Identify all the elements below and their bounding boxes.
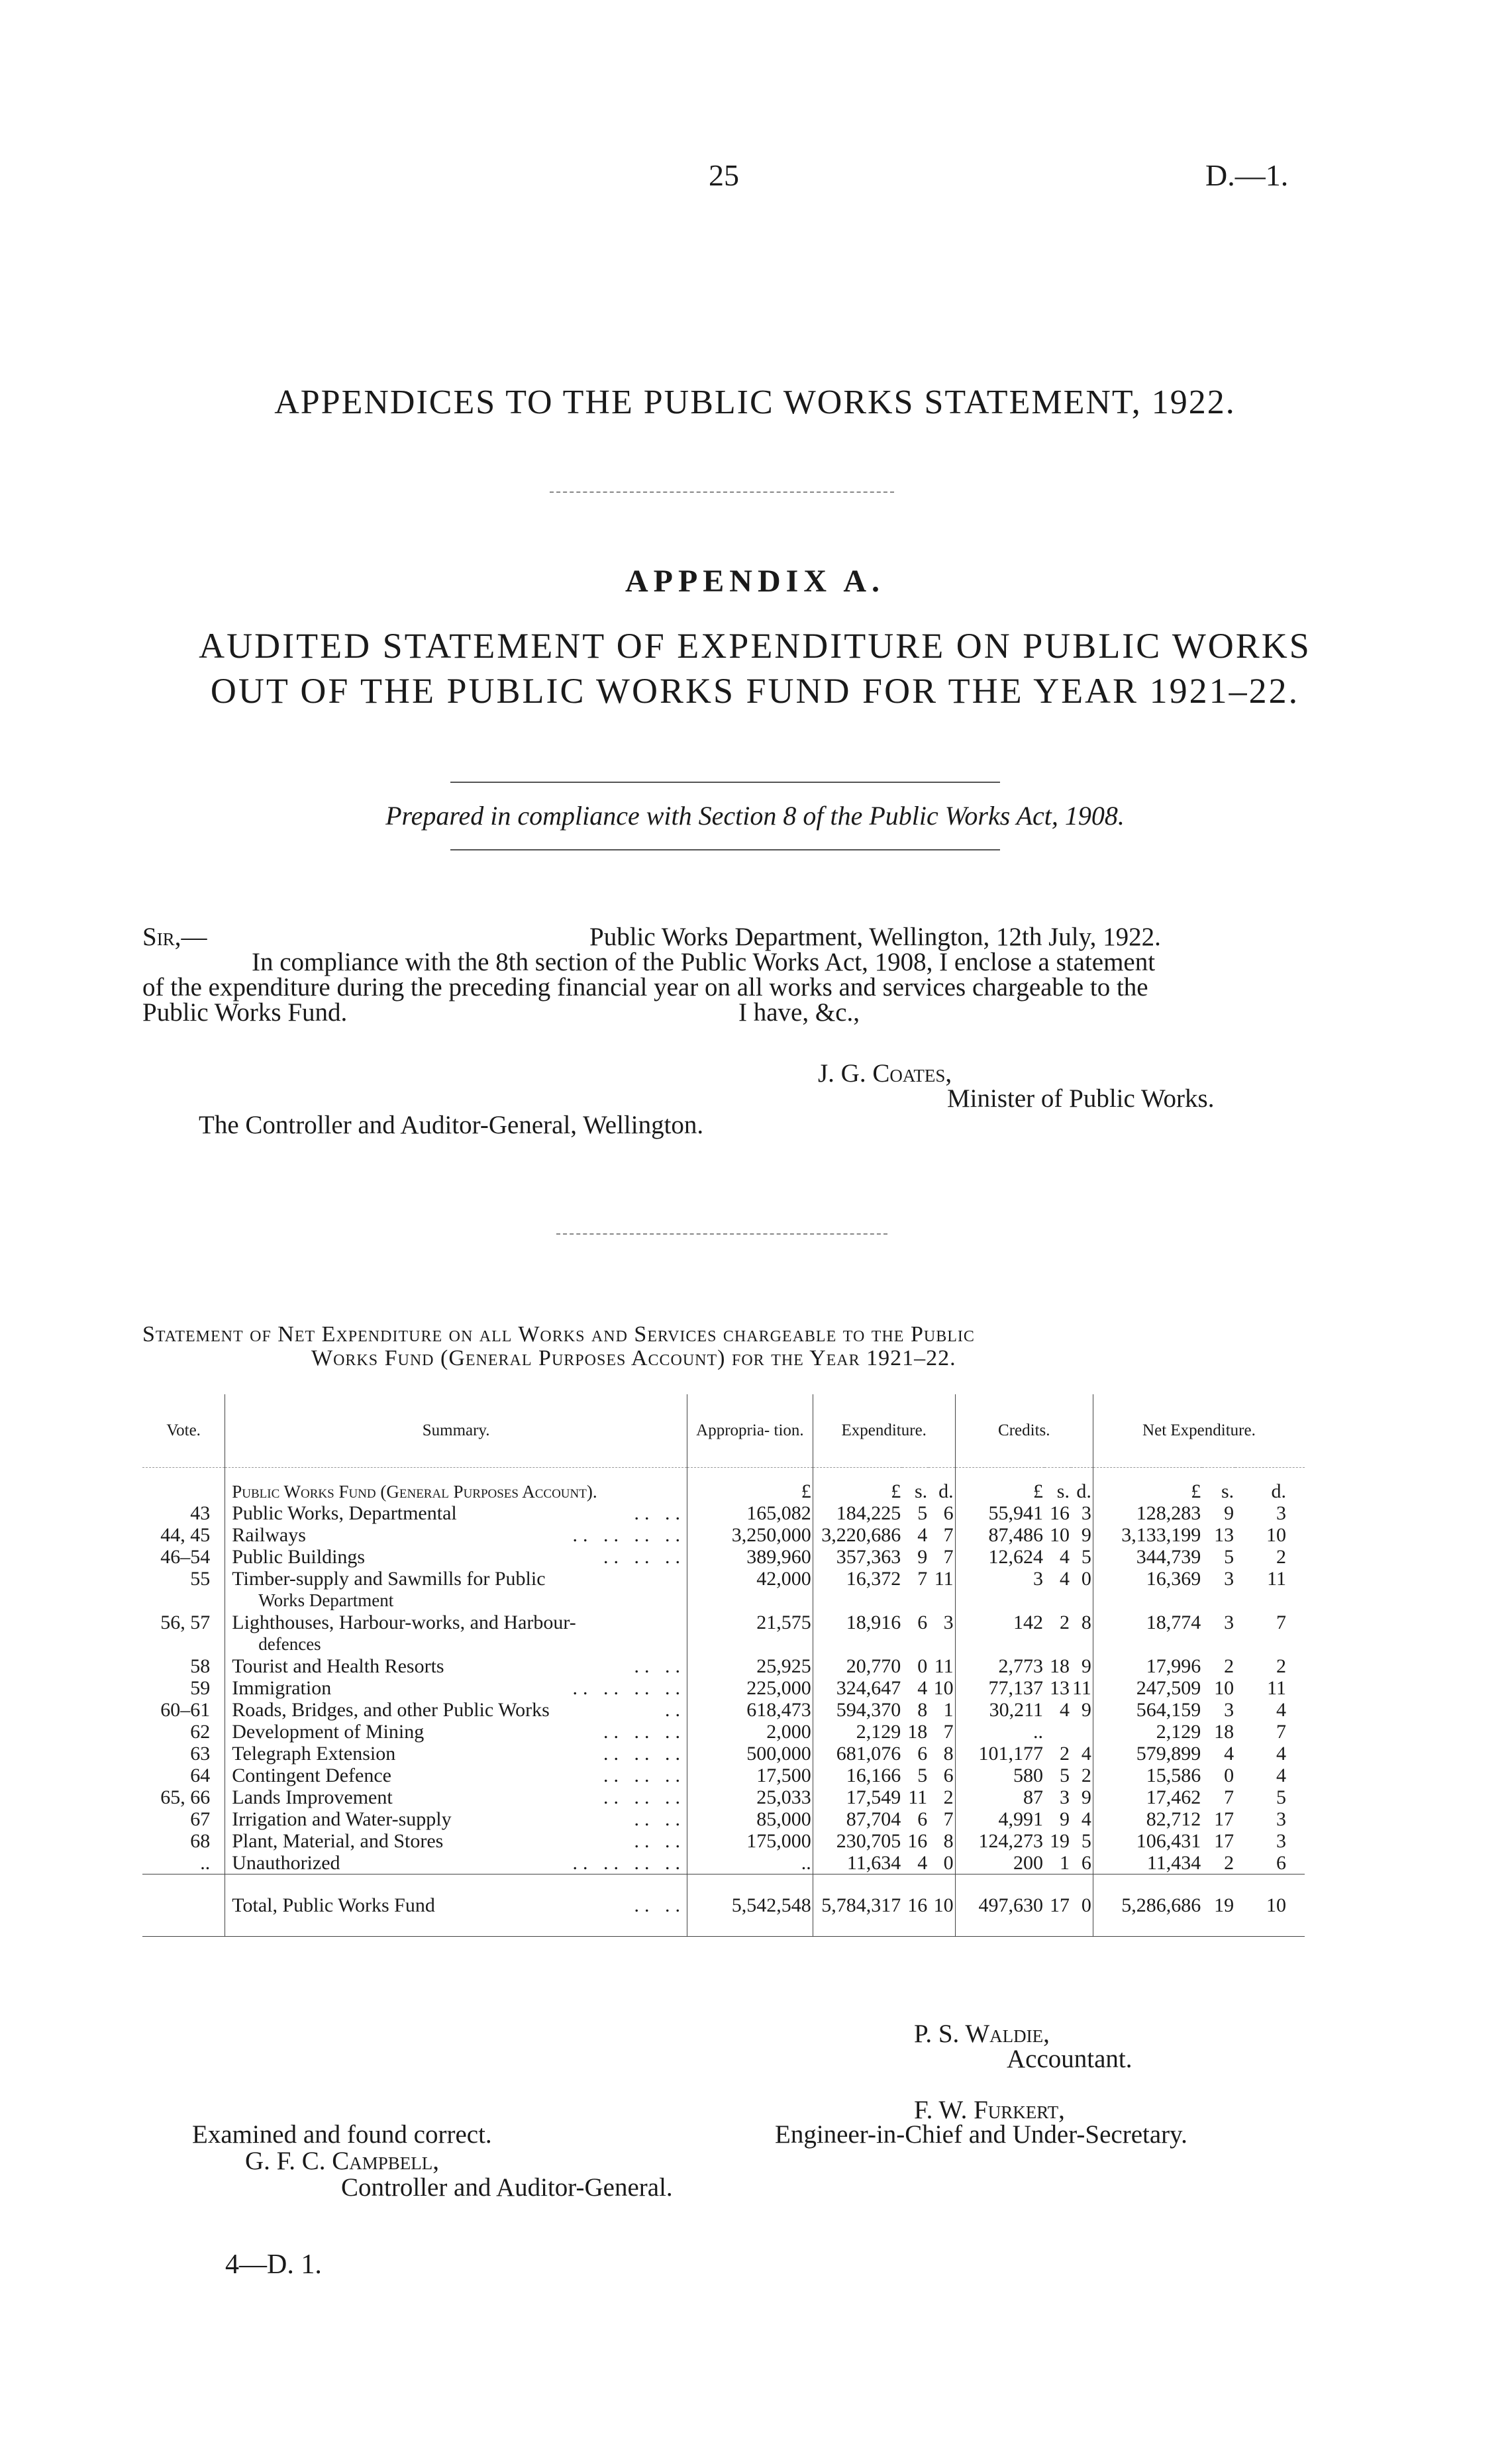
expenditure-shillings-cell: 6 — [917, 1808, 928, 1830]
leader-dots: .. .. .. — [603, 1786, 686, 1808]
credits-shillings-cell: 18 — [1049, 1655, 1070, 1677]
credits-shillings-cell: 4 — [1059, 1699, 1070, 1721]
net-pence-cell: 3 — [1276, 1830, 1286, 1852]
vote-cell: 44, 45 — [160, 1524, 211, 1546]
appropriation-cell: 389,960 — [746, 1546, 811, 1568]
credits-pounds-cell: 55,941 — [988, 1502, 1044, 1524]
summary-cell: Public Buildings — [232, 1546, 366, 1568]
net-shillings-cell: 3 — [1224, 1699, 1234, 1721]
net-shillings-cell: 2 — [1224, 1852, 1234, 1874]
vote-cell: 62 — [190, 1721, 211, 1743]
expenditure-pounds-cell: 16,372 — [846, 1568, 901, 1590]
engineer-title: Engineer-in-Chief and Under-Secretary. — [775, 2120, 1187, 2149]
expenditure-pounds-cell: 357,363 — [836, 1546, 901, 1568]
vote-cell: .. — [200, 1852, 211, 1874]
credits-pence-cell: 11 — [1072, 1677, 1091, 1699]
expenditure-shillings-cell: 4 — [917, 1524, 928, 1546]
net-shillings-cell: 5 — [1224, 1546, 1234, 1568]
appropriation-cell: 21,575 — [756, 1612, 811, 1633]
section-heading-row — [142, 1468, 1305, 1503]
appropriation-cell: 500,000 — [746, 1743, 811, 1765]
credits-pence-cell: 2 — [1081, 1765, 1091, 1786]
net-pounds-cell: 82,712 — [1146, 1808, 1201, 1830]
summary-continuation: defences — [258, 1634, 321, 1654]
net-pounds-cell: 17,996 — [1146, 1655, 1201, 1677]
expenditure-pence-cell: 6 — [943, 1502, 954, 1524]
letter-body-line2: of the expenditure during the preceding financial year on all works and services chargeable to the — [142, 973, 1148, 1001]
leader-dots: .. .. .. .. — [572, 1677, 686, 1699]
vote-cell: 56, 57 — [160, 1612, 211, 1633]
unit-shillings: s. — [915, 1480, 928, 1502]
credits-shillings-cell: 16 — [1049, 1502, 1070, 1524]
leader-dots: .. .. .. .. — [572, 1524, 686, 1546]
addressee: The Controller and Auditor-General, Wellington. — [199, 1111, 704, 1139]
table-row — [142, 1721, 1305, 1743]
appropriation-cell: 17,500 — [756, 1765, 811, 1786]
credits-pence-cell: 4 — [1081, 1808, 1091, 1830]
expenditure-shillings-cell: 18 — [907, 1721, 928, 1743]
expenditure-shillings-cell: 7 — [917, 1568, 928, 1590]
leader-dots: .. .. — [634, 1808, 686, 1830]
credits-pounds-cell: 77,137 — [988, 1677, 1044, 1699]
credits-pounds-cell: 101,177 — [978, 1743, 1044, 1765]
appendix-title: APPENDIX A. — [625, 564, 885, 599]
net-pounds-cell: 344,739 — [1136, 1546, 1201, 1568]
net-shillings-cell: 4 — [1224, 1743, 1234, 1765]
table-title-line1: Statement of Net Expenditure on all Works and Services chargeable to the Public — [142, 1322, 975, 1347]
accountant-title: Accountant. — [1007, 2045, 1132, 2073]
net-pence-cell: 11 — [1267, 1568, 1286, 1590]
accountant-name: P. S. Waldie, — [914, 2020, 1050, 2048]
vote-cell: 65, 66 — [160, 1786, 211, 1808]
table-title-line2: Works Fund (General Purposes Account) for the Year 1921–22. — [311, 1346, 956, 1370]
net-pounds-cell: 18,774 — [1146, 1612, 1201, 1633]
salutation: Sir,— — [142, 923, 207, 951]
credits-pounds-cell: 3 — [1033, 1568, 1044, 1590]
appropriation-cell: 25,925 — [756, 1655, 811, 1677]
credits-pounds-cell: 142 — [1013, 1612, 1044, 1633]
summary-cell: Development of Mining — [232, 1721, 425, 1743]
total-label: Total, Public Works Fund — [232, 1894, 435, 1916]
credits-pounds-cell: 4,991 — [998, 1808, 1044, 1830]
net-shillings-cell: 17 — [1214, 1808, 1234, 1830]
credits-shillings-cell: 4 — [1059, 1568, 1070, 1590]
expenditure-pence-cell: 7 — [943, 1524, 954, 1546]
appropriation-cell: 85,000 — [756, 1808, 811, 1830]
appropriation-cell: 5,542,548 — [731, 1894, 811, 1916]
net-pence-cell: 4 — [1276, 1699, 1286, 1721]
expenditure-pence-cell: 7 — [943, 1808, 954, 1830]
appropriation-cell: 165,082 — [746, 1502, 811, 1524]
vote-cell: 67 — [190, 1808, 211, 1830]
table-row — [142, 1808, 1305, 1830]
table-row — [142, 1655, 1305, 1677]
summary-cell: Tourist and Health Resorts — [232, 1655, 444, 1677]
net-pounds-cell: 5,286,686 — [1121, 1894, 1201, 1916]
unit-shillings: s. — [1221, 1480, 1234, 1502]
table-row — [142, 1852, 1305, 1874]
summary-cell: Telegraph Extension — [232, 1743, 396, 1765]
credits-pounds-cell: 124,273 — [978, 1830, 1044, 1852]
credits-pence-cell: 3 — [1081, 1502, 1091, 1524]
examined-note: Examined and found correct. — [192, 2120, 492, 2149]
net-shillings-cell: 0 — [1224, 1765, 1234, 1786]
leader-dots: .. .. .. — [603, 1546, 686, 1568]
column-header-net: Net Expenditure. — [1093, 1394, 1305, 1468]
net-pence-cell: 3 — [1276, 1502, 1286, 1524]
credits-pounds-cell: 12,624 — [988, 1546, 1044, 1568]
expenditure-pence-cell: 10 — [933, 1677, 954, 1699]
vote-cell: 63 — [190, 1743, 211, 1765]
credits-shillings-cell: 4 — [1059, 1546, 1070, 1568]
net-pounds-cell: 564,159 — [1136, 1699, 1201, 1721]
net-pence-cell: 7 — [1276, 1612, 1286, 1633]
credits-pence-cell: 0 — [1081, 1568, 1091, 1590]
expenditure-shillings-cell: 6 — [917, 1743, 928, 1765]
credits-pounds-cell: 580 — [1013, 1765, 1044, 1786]
summary-cell: Lands Improvement — [232, 1786, 393, 1808]
column-header-credits: Credits. — [955, 1394, 1093, 1468]
table-header-row — [142, 1394, 1305, 1468]
table-body — [142, 1468, 1305, 1937]
statement-title-line2: OUT OF THE PUBLIC WORKS FUND FOR THE YEAR 1921–22. — [210, 671, 1300, 711]
unit-pound: £ — [891, 1480, 901, 1502]
net-pounds-cell: 2,129 — [1156, 1721, 1201, 1743]
expenditure-pounds-cell: 3,220,686 — [821, 1524, 901, 1546]
expenditure-shillings-cell: 4 — [917, 1852, 928, 1874]
expenditure-pounds-cell: 230,705 — [836, 1830, 901, 1852]
net-pence-cell: 7 — [1276, 1721, 1286, 1743]
table-row — [142, 1699, 1305, 1721]
total-row — [142, 1874, 1305, 1937]
vote-cell: 55 — [190, 1568, 211, 1590]
expenditure-shillings-cell: 4 — [917, 1677, 928, 1699]
appropriation-cell: 3,250,000 — [731, 1524, 811, 1546]
letter-body-line1: In compliance with the 8th section of the Public Works Act, 1908, I enclose a statement — [252, 948, 1156, 976]
net-shillings-cell: 3 — [1224, 1612, 1234, 1633]
net-pounds-cell: 16,369 — [1146, 1568, 1201, 1590]
expenditure-pounds-cell: 681,076 — [836, 1743, 901, 1765]
credits-shillings-cell: 10 — [1049, 1524, 1070, 1546]
leader-dots: .. .. — [634, 1502, 686, 1524]
expenditure-table — [142, 1394, 1305, 1937]
vote-cell: 59 — [190, 1677, 211, 1699]
credits-pounds-cell: 200 — [1013, 1852, 1044, 1874]
expenditure-pence-cell: 6 — [943, 1765, 954, 1786]
summary-cell: Irrigation and Water-supply — [232, 1808, 452, 1830]
unit-pound: £ — [1191, 1480, 1201, 1502]
expenditure-pounds-cell: 17,549 — [846, 1786, 901, 1808]
leader-dots: .. .. — [634, 1894, 686, 1916]
net-shillings-cell: 18 — [1214, 1721, 1234, 1743]
signatory-title: Minister of Public Works. — [947, 1084, 1215, 1113]
net-pence-cell: 4 — [1276, 1765, 1286, 1786]
credits-pence-cell: 8 — [1081, 1612, 1091, 1633]
credits-pence-cell: 9 — [1081, 1786, 1091, 1808]
expenditure-shillings-cell: 16 — [907, 1894, 928, 1916]
divider — [450, 782, 1000, 783]
net-pence-cell: 5 — [1276, 1786, 1286, 1808]
expenditure-shillings-cell: 8 — [917, 1699, 928, 1721]
net-pence-cell: 10 — [1266, 1524, 1286, 1546]
credits-pence-cell: 5 — [1081, 1546, 1091, 1568]
unit-pound: £ — [801, 1480, 811, 1502]
vote-cell: 46–54 — [160, 1546, 211, 1568]
net-pence-cell: 6 — [1276, 1852, 1286, 1874]
net-pounds-cell: 3,133,199 — [1121, 1524, 1201, 1546]
unit-pence: d. — [1271, 1480, 1286, 1502]
net-shillings-cell: 2 — [1224, 1655, 1234, 1677]
table-row — [142, 1830, 1305, 1852]
leader-dots: .. .. .. — [603, 1765, 686, 1786]
net-shillings-cell: 17 — [1214, 1830, 1234, 1852]
signature-mark: 4—D. 1. — [225, 2249, 322, 2280]
table-row — [142, 1765, 1305, 1786]
credits-shillings-cell: 13 — [1049, 1677, 1070, 1699]
expenditure-pence-cell: 11 — [934, 1568, 954, 1590]
divider — [556, 1233, 887, 1235]
summary-cell: Timber-supply and Sawmills for Public — [232, 1568, 546, 1590]
credits-shillings-cell: 2 — [1059, 1612, 1070, 1633]
prepared-note: Prepared in compliance with Section 8 of the Public Works Act, 1908. — [385, 801, 1125, 831]
net-pounds-cell: 17,462 — [1146, 1786, 1201, 1808]
unit-pence: d. — [1076, 1480, 1091, 1502]
net-pence-cell: 3 — [1276, 1808, 1286, 1830]
leader-dots: .. .. .. — [603, 1721, 686, 1743]
vote-cell: 64 — [190, 1765, 211, 1786]
appropriation-cell: 618,473 — [746, 1699, 811, 1721]
expenditure-shillings-cell: 9 — [917, 1546, 928, 1568]
leader-dots: .. .. — [634, 1830, 686, 1852]
appendices-heading: APPENDICES TO THE PUBLIC WORKS STATEMENT, 1922. — [274, 384, 1236, 421]
table-row — [142, 1743, 1305, 1765]
credits-pence-cell: 9 — [1081, 1699, 1091, 1721]
credits-shillings-cell: 5 — [1059, 1765, 1070, 1786]
vote-cell: 58 — [190, 1655, 211, 1677]
summary-cell: Unauthorized — [232, 1852, 340, 1874]
expenditure-pounds-cell: 16,166 — [846, 1765, 901, 1786]
net-pounds-cell: 579,899 — [1136, 1743, 1201, 1765]
credits-shillings-cell: 9 — [1059, 1808, 1070, 1830]
table-row — [142, 1786, 1305, 1808]
column-header-summary: Summary. — [225, 1394, 687, 1468]
appropriation-cell: 25,033 — [756, 1786, 811, 1808]
table-row — [142, 1568, 1305, 1612]
expenditure-pence-cell: 3 — [943, 1612, 954, 1633]
net-pence-cell: 10 — [1266, 1894, 1286, 1916]
page-number: 25 — [709, 158, 739, 192]
controller-name: G. F. C. Campbell, — [245, 2147, 440, 2175]
appropriation-cell: 2,000 — [766, 1721, 811, 1743]
expenditure-pence-cell: 10 — [933, 1894, 954, 1916]
net-pence-cell: 2 — [1276, 1546, 1286, 1568]
expenditure-shillings-cell: 5 — [917, 1765, 928, 1786]
controller-title: Controller and Auditor-General. — [341, 2173, 673, 2202]
credits-shillings-cell: 1 — [1059, 1852, 1070, 1874]
leader-dots: .. .. .. — [603, 1743, 686, 1765]
appropriation-cell: 175,000 — [746, 1830, 811, 1852]
appropriation-cell: .. — [801, 1852, 811, 1874]
leader-dots: .. .. .. .. — [572, 1852, 686, 1874]
expenditure-pence-cell: 11 — [934, 1655, 954, 1677]
summary-cell: Immigration — [232, 1677, 332, 1699]
expenditure-pounds-cell: 594,370 — [836, 1699, 901, 1721]
unit-pound: £ — [1033, 1480, 1044, 1502]
net-shillings-cell: 19 — [1214, 1894, 1234, 1916]
summary-cell: Railways — [232, 1524, 306, 1546]
divider — [550, 491, 894, 493]
expenditure-pence-cell: 0 — [943, 1852, 954, 1874]
expenditure-shillings-cell: 11 — [908, 1786, 928, 1808]
net-pounds-cell: 247,509 — [1136, 1677, 1201, 1699]
net-pounds-cell: 106,431 — [1136, 1830, 1201, 1852]
table-row — [142, 1502, 1305, 1524]
table-row — [142, 1677, 1305, 1699]
expenditure-pounds-cell: 18,916 — [846, 1612, 901, 1633]
table-row — [142, 1612, 1305, 1655]
vote-cell: 68 — [190, 1830, 211, 1852]
letter-closing: I have, &c., — [738, 998, 860, 1027]
credits-pence-cell: 9 — [1081, 1655, 1091, 1677]
expenditure-pounds-cell: 2,129 — [856, 1721, 901, 1743]
net-shillings-cell: 10 — [1214, 1677, 1234, 1699]
appropriation-cell: 42,000 — [756, 1568, 811, 1590]
expenditure-pounds-cell: 5,784,317 — [821, 1894, 901, 1916]
leader-dots: .. — [665, 1699, 686, 1721]
credits-pounds-cell: 87 — [1023, 1786, 1044, 1808]
summary-continuation: Works Department — [258, 1590, 394, 1610]
credits-pounds-cell: .. — [1033, 1721, 1044, 1743]
document-reference: D.—1. — [1205, 158, 1289, 192]
net-pence-cell: 11 — [1267, 1677, 1286, 1699]
statement-title-line1: AUDITED STATEMENT OF EXPENDITURE ON PUBLIC WORKS — [199, 626, 1311, 666]
expenditure-pounds-cell: 324,647 — [836, 1677, 901, 1699]
leader-dots: .. .. — [634, 1655, 686, 1677]
credits-pounds-cell: 30,211 — [989, 1699, 1044, 1721]
column-header-vote: Vote. — [142, 1394, 225, 1468]
engineer-name: F. W. Furkert, — [914, 2096, 1065, 2124]
net-shillings-cell: 3 — [1224, 1568, 1234, 1590]
net-pounds-cell: 128,283 — [1136, 1502, 1201, 1524]
net-pounds-cell: 15,586 — [1146, 1765, 1201, 1786]
expenditure-pounds-cell: 87,704 — [846, 1808, 901, 1830]
expenditure-pence-cell: 8 — [943, 1743, 954, 1765]
credits-pence-cell: 0 — [1081, 1894, 1091, 1916]
expenditure-pence-cell: 1 — [943, 1699, 954, 1721]
summary-cell: Public Works, Departmental — [232, 1502, 457, 1524]
credits-shillings-cell: 19 — [1049, 1830, 1070, 1852]
credits-pence-cell: 4 — [1081, 1743, 1091, 1765]
signatory-name: J. G. Coates, — [818, 1059, 952, 1088]
expenditure-shillings-cell: 6 — [917, 1612, 928, 1633]
vote-cell: 60–61 — [160, 1699, 211, 1721]
vote-cell: 43 — [190, 1502, 211, 1524]
expenditure-shillings-cell: 0 — [917, 1655, 928, 1677]
expenditure-pence-cell: 2 — [943, 1786, 954, 1808]
credits-pounds-cell: 87,486 — [988, 1524, 1044, 1546]
letter-body-line3: Public Works Fund. — [142, 998, 348, 1027]
expenditure-pence-cell: 7 — [943, 1546, 954, 1568]
table-row — [142, 1524, 1305, 1546]
dateline: Public Works Department, Wellington, 12th July, 1922. — [589, 923, 1161, 951]
summary-cell: Plant, Material, and Stores — [232, 1830, 444, 1852]
expenditure-shillings-cell: 5 — [917, 1502, 928, 1524]
credits-pounds-cell: 497,630 — [978, 1894, 1044, 1916]
credits-pence-cell: 5 — [1081, 1830, 1091, 1852]
net-pounds-cell: 11,434 — [1146, 1852, 1201, 1874]
summary-cell: Contingent Defence — [232, 1765, 391, 1786]
credits-pounds-cell: 2,773 — [998, 1655, 1044, 1677]
section-heading: Public Works Fund (General Purposes Account). — [232, 1482, 597, 1502]
expenditure-shillings-cell: 16 — [907, 1830, 928, 1852]
credits-pence-cell: 6 — [1081, 1852, 1091, 1874]
unit-shillings: s. — [1056, 1480, 1070, 1502]
table-row — [142, 1546, 1305, 1568]
column-header-appropriation: Appropria- tion. — [687, 1394, 813, 1468]
net-shillings-cell: 13 — [1214, 1524, 1234, 1546]
summary-cell: Roads, Bridges, and other Public Works — [232, 1699, 550, 1721]
credits-shillings-cell: 3 — [1059, 1786, 1070, 1808]
expenditure-pence-cell: 8 — [943, 1830, 954, 1852]
credits-pence-cell: 9 — [1081, 1524, 1091, 1546]
net-pence-cell: 2 — [1276, 1655, 1286, 1677]
credits-shillings-cell: 17 — [1049, 1894, 1070, 1916]
unit-pence: d. — [938, 1480, 954, 1502]
expenditure-pounds-cell: 11,634 — [846, 1852, 901, 1874]
expenditure-pounds-cell: 20,770 — [846, 1655, 901, 1677]
net-shillings-cell: 9 — [1224, 1502, 1234, 1524]
column-header-expenditure: Expenditure. — [813, 1394, 955, 1468]
summary-cell: Lighthouses, Harbour-works, and Harbour- — [232, 1612, 576, 1633]
net-pence-cell: 4 — [1276, 1743, 1286, 1765]
credits-shillings-cell: 2 — [1059, 1743, 1070, 1765]
divider — [450, 849, 1000, 850]
appropriation-cell: 225,000 — [746, 1677, 811, 1699]
expenditure-pounds-cell: 184,225 — [836, 1502, 901, 1524]
net-shillings-cell: 7 — [1224, 1786, 1234, 1808]
expenditure-pence-cell: 7 — [943, 1721, 954, 1743]
